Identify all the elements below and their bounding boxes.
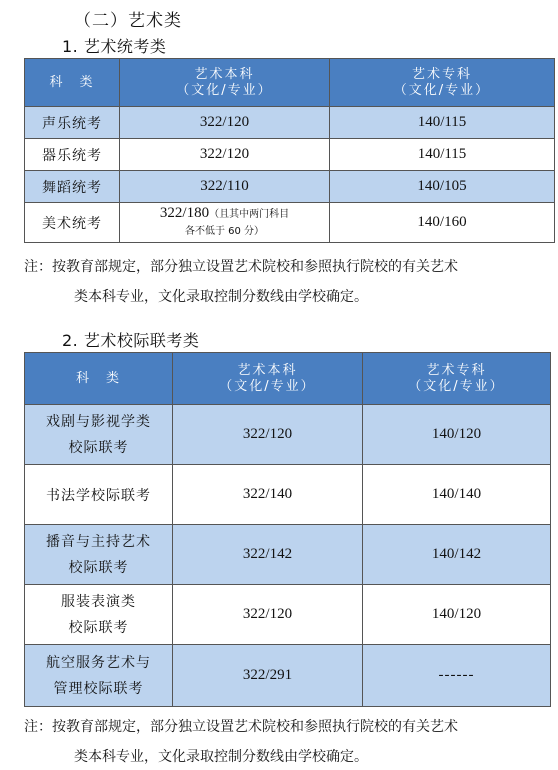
row-category: 舞蹈统考 (25, 171, 120, 203)
table-row (25, 525, 551, 585)
header-bachelor: 艺术本科 （文化/专业） (120, 59, 330, 107)
note-2-line-1: 注：按教育部规定，部分独立设置艺术院校和参照执行院校的有关艺术 (24, 719, 458, 735)
row-bachelor-score: 322/142 (173, 525, 363, 585)
row-bachelor-score: 322/140 (173, 465, 363, 525)
header-junior: 艺术专科 （文化/专业） (363, 353, 551, 405)
row-category: 戏剧与影视学类 校际联考 (25, 405, 173, 465)
row-bachelor-score: 322/291 (173, 645, 363, 707)
table-row (25, 585, 551, 645)
table-row (25, 139, 555, 171)
table-row (25, 645, 551, 707)
row-bachelor-score (120, 203, 330, 243)
table-row (25, 203, 555, 243)
row-bachelor-score: 322/110 (120, 171, 330, 203)
row-category: 书法学校际联考 (25, 465, 173, 525)
table-row (25, 405, 551, 465)
table-art-joint-exam (24, 352, 551, 707)
row-junior-score: 140/140 (363, 465, 551, 525)
table-row (25, 171, 555, 203)
header-category: 科 类 (25, 59, 120, 107)
note-1-line-1: 注：按教育部规定，部分独立设置艺术院校和参照执行院校的有关艺术 (24, 259, 458, 275)
row-category: 播音与主持艺术 校际联考 (25, 525, 173, 585)
row-bachelor-score: 322/120 (120, 139, 330, 171)
row-junior-score: 140/115 (330, 139, 555, 171)
note-1-line-2: 类本科专业，文化录取控制分数线由学校确定。 (74, 289, 368, 305)
section-title: （二）艺术类 (74, 11, 182, 31)
row-junior-score: 140/142 (363, 525, 551, 585)
header-bachelor: 艺术本科 （文化/专业） (173, 353, 363, 405)
row-junior-score: ------ (363, 645, 551, 707)
row-bachelor-score: 322/120 (173, 405, 363, 465)
bachelor-score-note: （且其中两门科目 (209, 209, 290, 220)
header-junior: 艺术专科 （文化/专业） (330, 59, 555, 107)
row-junior-score: 140/105 (330, 171, 555, 203)
table2-title: 2. 艺术校际联考类 (62, 331, 200, 350)
row-bachelor-score: 322/120 (120, 107, 330, 139)
row-category: 器乐统考 (25, 139, 120, 171)
row-bachelor-score: 322/120 (173, 585, 363, 645)
row-junior-score: 140/120 (363, 585, 551, 645)
table-art-unified-exam (24, 58, 555, 243)
bachelor-score-note-2: 各不低于 60 分） (184, 226, 265, 237)
header-category: 科 类 (25, 353, 173, 405)
row-junior-score: 140/115 (330, 107, 555, 139)
row-category: 声乐统考 (25, 107, 120, 139)
bachelor-score-value: 322/180 (159, 205, 210, 221)
row-category: 航空服务艺术与 管理校际联考 (25, 645, 173, 707)
row-category: 美术统考 (25, 203, 120, 243)
row-junior-score: 140/120 (363, 405, 551, 465)
row-category: 服装表演类 校际联考 (25, 585, 173, 645)
table-row (25, 465, 551, 525)
table-row (25, 107, 555, 139)
row-junior-score: 140/160 (330, 203, 555, 243)
table1-title: 1. 艺术统考类 (62, 37, 167, 56)
note-2-line-2: 类本科专业，文化录取控制分数线由学校确定。 (74, 749, 368, 765)
